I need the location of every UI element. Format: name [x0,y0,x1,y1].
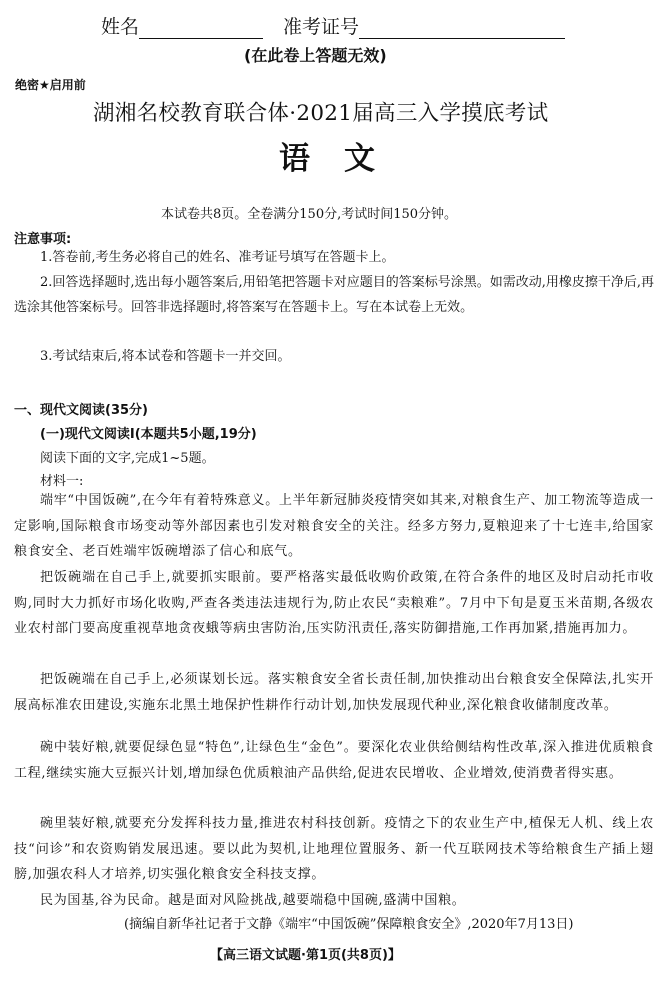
subject-title: 语文 [279,141,409,177]
exam-title: 湖湘名校教育联合体·2021届高三入学摸底考试 [93,101,549,126]
name-label: 姓名 [101,16,140,38]
id-blank[interactable] [359,20,565,39]
note-item: 3.考试结束后,将本试卷和答题卡一并交回。 [40,349,291,364]
invalid-notice: (在此卷上答题无效) [244,46,387,65]
article-paragraph: 把饭碗端在自己手上,必须谋划长远。落实粮食安全省长责任制,加快推动出台粮食安全保障法,扎实开展高标准农田建设,实施东北黑土地保护性耕作行动计划,加快发展现代种业,深化粮食收储制度改革。 [14,672,654,713]
subsection-heading: (一)现代文阅读Ⅰ(本题共5小题,19分) [40,427,257,442]
article-paragraph: 碗中装好粮,就要促绿色显“特色”,让绿色生“金色”。要深化农业供给侧结构性改革,深入推进优质粮食工程,继续实施大豆振兴计划,增加绿色优质粮油产品供给,促进农民增收、企业增效,使消费者得实惠。 [14,740,654,781]
note-item: 1.答卷前,考生务必将自己的姓名、准考证号填写在答题卡上。 [40,250,395,265]
article-paragraph: 民为国基,谷为民命。越是面对风险挑战,越要端稳中国碗,盛满中国粮。 [40,893,466,908]
article-paragraph: 端牢“中国饭碗”,在今年有着特殊意义。上半年新冠肺炎疫情突如其来,对粮食生产、加工物流等造成一定影响,国际粮食市场变动等外部因素也引发对粮食安全的关注。经多方努力,夏粮迎来了十七连丰,给国家粮食安全、老百姓端牢饭碗增添了信心和底气。 [14,493,654,559]
material-label: 材料一: [40,474,84,489]
exam-info: 本试卷共8页。全卷满分150分,考试时间150分钟。 [161,207,458,222]
name-blank[interactable] [139,20,263,39]
section-heading: 一、现代文阅读(35分) [14,403,148,418]
secret-label: 绝密★启用前 [15,78,86,92]
note-item: 2.回答选择题时,选出每小题答案后,用铅笔把答题卡对应题目的答案标号涂黑。如需改动,用橡皮擦干净后,再选涂其他答案标号。回答非选择题时,将答案写在答题卡上。写在本试卷上无效。 [14,275,654,315]
article-source: (摘编自新华社记者于文静《端牢“中国饭碗”保障粮食安全》,2020年7月13日) [124,917,574,932]
candidate-info-line [101,12,565,39]
id-label: 准考证号 [283,16,360,38]
page-footer: 【高三语文试题·第1页(共8页)】 [210,948,401,963]
article-paragraph: 把饭碗端在自己手上,就要抓实眼前。要严格落实最低收购价政策,在符合条件的地区及时启动托市收购,同时大力抓好市场化收购,严查各类违法违规行为,防止农民“卖粮难”。7月中下旬是夏玉米苗期,各级农业农村部门要高度重视草地贪夜蛾等病虫害防治,压实防汛责任,落实防御措施,工作再加紧,措施再加力。 [14,570,654,636]
article-paragraph: 碗里装好粮,就要充分发挥科技力量,推进农村科技创新。疫情之下的农业生产中,植保无人机、线上农技“问诊”和农资购销发展迅速。要以此为契机,让地理位置服务、新一代互联网技术等给粮食生产插上翅膀,加强农科人才培养,切实强化粮食安全科技支撑。 [14,816,654,882]
reading-instruction: 阅读下面的文字,完成1~5题。 [40,451,215,466]
notes-heading: 注意事项: [14,232,72,247]
